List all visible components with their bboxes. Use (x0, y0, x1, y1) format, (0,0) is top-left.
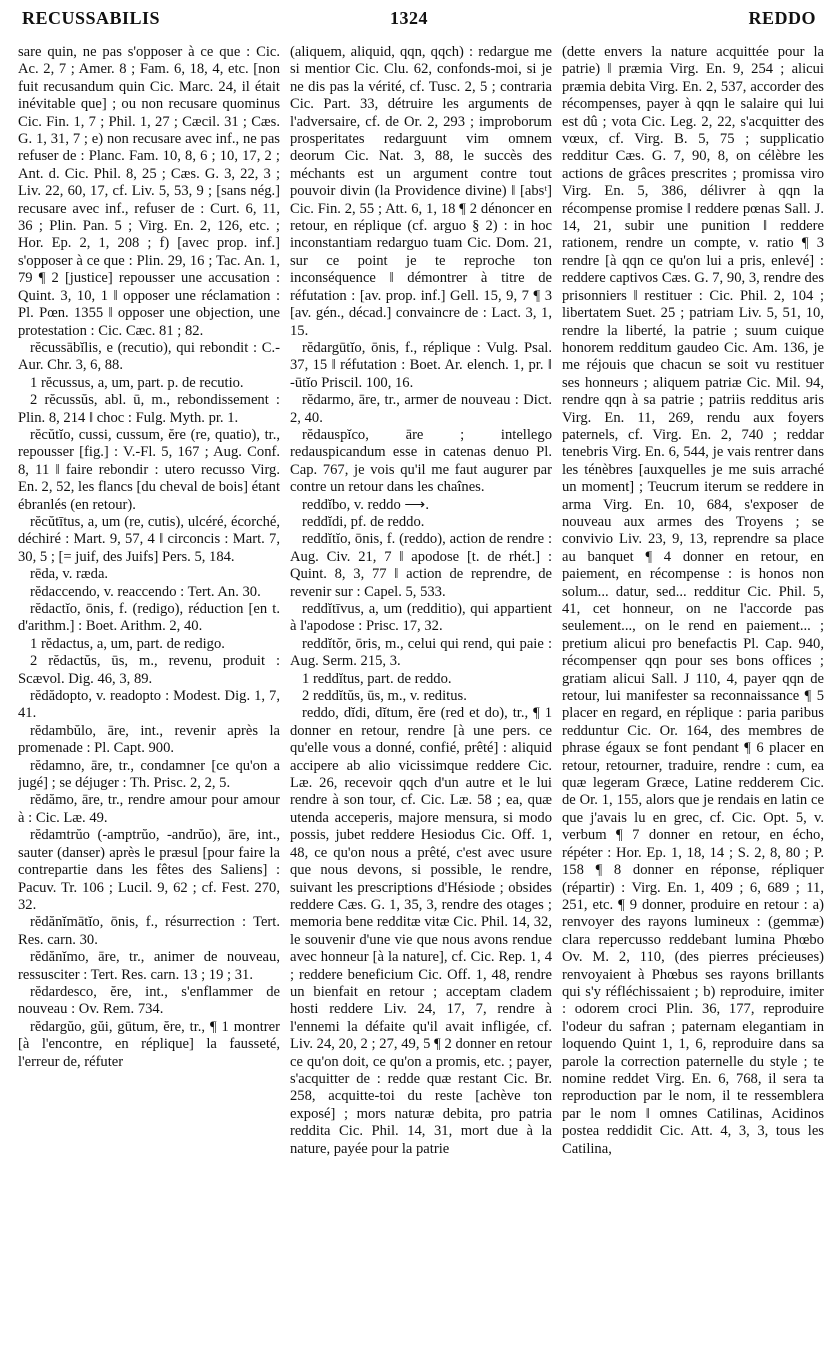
dictionary-entry: rĕcŭtĭo, cussi, cussum, ĕre (re, quatio), tr., repousser [fig.] : V.-Fl. 5, 167 ; Aug. Conf. 8, 11 ‖ faire rebondir : utero recusso Virg. En. 2, 52, les flancs [du cheval de bois] étant ébranlés (en retour). (18, 426, 280, 513)
dictionary-entry: rēda, v. ræda. (30, 566, 109, 583)
dictionary-entry: reddĭbo, v. reddo ⟶. (302, 496, 429, 513)
dictionary-body (18, 44, 824, 1344)
column-right (562, 44, 824, 1344)
dictionary-entry: rĕdănĭmātĭo, ōnis, f., résurrection : Tert. Res. carn. 30. (18, 914, 280, 948)
dictionary-entry: 1 rĕcussus, a, um, part. p. de recutio. (30, 374, 244, 391)
dictionary-entry: rĕcussābĭlis, e (recutio), qui rebondit : C.-Aur. Chr. 3, 6, 88. (18, 339, 280, 374)
dictionary-entry: rĕdănĭmo, āre, tr., animer de nouveau, ressusciter : Tert. Res. carn. 13 ; 19 ; 31. (18, 949, 280, 983)
dictionary-entry: rĕdauspĭco, āre ; intellego redauspicandum esse in catenas denuo Pl. Cap. 767, je vois qu'il me faut augurer par contre un retour dans les chaînes. (290, 426, 552, 496)
dictionary-entry: rĕcŭtītus, a, um (re, cutis), ulcéré, écorché, déchiré : Mart. 9, 57, 4 ‖ circoncis : Mart. 7, 30, 5 ; [= juif, des Juifs] Pers. 5, 184. (18, 513, 280, 565)
dictionary-entry: (aliquem, aliquid, qqn, qqch) : redargue me si mentior Cic. Clu. 62, confonds-moi, si je ne dis pas la vérité, cf. Tusc. 2, 5 ; contraria Cic. Part. 33, détruire les arguments de l'adversaire, cf. de Or. 2, 293 ; improborum prosperitates redarguunt vim omnem deorum Cic. Nat. 3, 88, le succès des méchants est un argument contre tout pouvoir divin (la Providence divine) ‖ [absᵗ] Cic. Fin. 2, 55 ; Att. 6, 1, 18 ¶ 2 dénoncer en retour, en réplique (cf. arguo § 2) : in hoc inconstantiam redarguo tuam Cic. Dom. 21, sur ce point je te reproche ton inconséquence ‖ démontrer à titre de réfutation : [av. prop. inf.] Gell. 15, 9, 7 ¶ 3 [av. gén., décad.] convaincre de : Lact. 3, 1, 15. (290, 44, 552, 339)
dictionary-entry: reddĭdi, pf. de reddo. (302, 513, 425, 530)
dictionary-entry: (dette envers la nature acquittée pour la patrie) ‖ præmia Virg. En. 9, 254 ; alicui præmia debita Virg. En. 2, 537, accorder des récompenses, payer à qqn le salaire qui lui est dû ; vota Cic. Leg. 2, 22, s'acquitter des vœux, cf. Virg. B. 5, 75 ; supplicatio redditur Cæs. G. 7, 90, 8, on célèbre les actions de grâces prescrites ; promissa viro Virg. En. 5, 386, délivrer à qqn la récompense promise ‖ reddere pœnas Sall. J. 14, 21, subir une punition ‖ reddere rationem, rendre un compte, v. ratio ¶ 3 rendre [à qqn ce qu'on lui a pris, enlevé] : reddere captivos Cæs. G. 7, 90, 3, rendre des prisonniers ‖ restituer : Cic. Phil. 2, 104 ; libertatem Suet. 25 ; patriam Liv. 5, 51, 10, rendre la liberté, la patrie ; suum cuique honorem redditum gaudeo Cic. Am. 136, je me réjouis que chacun se soit vu restituer ses honneurs ; aliquem patriæ Cic. Mil. 94, rendre qqn à sa patrie ; patriis redditus aris Virg. En. 11, 269, rendu aux foyers paternels, cf. Virg. En. 2, 740 ; reddar tenebris Virg. En. 6, 544, je vais rentrer dans les ténèbres [auxquelles je me suis arraché un moment] ; Teucrum iterum se reddere in arma Virg. En. 10, 684, s'exposer de nouveau aux armes des Troyens ; se convivio Liv. 23, 9, 13, reprendre sa place au banquet ¶ 4 donner en retour, en paiement, en récompense : is honos non solum... datur, sed... redditur Cic. Phil. 5, 41, cet honneur, on ne l'accorde pas seulement..., on le rend en paiement... ; pretium alicui pro benefactis Pl. Cap. 940, récompenser qqn pour ses bons offices ; gratiam alicui Sall. J 110, 4, payer qqn de retour, lui manifester sa reconnaissance ¶ 5 placer en regard, en réplique : paria paribus redduntur Cic. Or. 164, des membres de phrase égaux se font pendant ¶ 6 placer en retour, retourner, traduire, rendre : cum, ea quæ legeram Græce, Latine redderem Cic. de Or. 1, 155, alors que je rendais en latin ce que j'avais lu en grec, cf. Cic. Opt. 5, v. verbum ¶ 7 donner en retour, en écho, répéter : Hor. Ep. 1, 18, 14 ; S. 2, 8, 80 ; P. 158 ¶ 8 donner en réponse, répliquer (répartir) : Virg. En. 1, 409 ; 6, 689 ; 11, 251, etc. ¶ 9 donner, produire en retour : a) renvoyer des rayons lumineux : (gemmæ) clara repercusso reddebant lumina Phœbo Ov. M. 2, 110, (des pierres précieuses) renvoyaient à Phœbus ses rayons brillants qui s'y réfléchissaient ; b) reproduire, imiter : odorem croci Plin. 36, 177, reproduire l'odeur du safran ; paternam elegantiam in loquendo Quint 1, 1, 6, reproduire dans sa parole la correction paternelle du style ; te nomine reddet Virg. En. 6, 768, il sera ta reproduction par le nom, il te ressemblera par le nom ‖ omnes Catilinas, Acidinos postea reddidit Cic. Att. 4, 3, 3, tous les Catilina, (562, 44, 824, 1157)
dictionary-entry: 2 rĕdactŭs, ūs, m., revenu, produit : Scævol. Dig. 46, 3, 89. (18, 653, 280, 687)
dictionary-entry: rĕdarmo, āre, tr., armer de nouveau : Dict. 2, 40. (290, 392, 552, 426)
dictionary-entry: rĕdămo, āre, tr., rendre amour pour amour à : Cic. Læ. 49. (18, 792, 280, 826)
dictionary-entry: rĕdădopto, v. readopto : Modest. Dig. 1, 7, 41. (18, 688, 280, 722)
dictionary-entry: rĕdactĭo, ōnis, f. (redigo), réduction [en t. d'arithm.] : Boet. Arithm. 2, 40. (18, 601, 280, 635)
dictionary-entry: rĕdardesco, ĕre, int., s'enflammer de nouveau : Ov. Rem. 734. (18, 983, 280, 1018)
dictionary-entry: rĕdamtrŭo (-amptrŭo, -andrŭo), āre, int., sauter (danser) après le præsul [pour faire la contrepartie dans les fêtes des Saliens] : Pacuv. Tr. 106 ; Lucil. 9, 62 ; cf. Fest. 270, 32. (18, 827, 280, 913)
dictionary-entry: reddĭtŏr, ōris, m., celui qui rend, qui paie : Aug. Serm. 215, 3. (290, 635, 552, 670)
column-left (18, 44, 280, 1344)
header-left-headword: RECUSSABILIS (22, 8, 161, 28)
dictionary-entry: 2 reddĭtŭs, ūs, m., v. reditus. (302, 688, 467, 705)
page-header (20, 8, 820, 34)
dictionary-entry: rĕdaccendo, v. reaccendo : Tert. An. 30. (30, 583, 261, 600)
dictionary-entry: rĕdamno, āre, tr., condamner [ce qu'on a jugé] ; se déjuger : Th. Prisc. 2, 2, 5. (18, 757, 280, 792)
dictionary-entry: rĕdambŭlo, āre, int., revenir après la promenade : Pl. Capt. 900. (18, 722, 280, 757)
dictionary-entry: sare quin, ne pas s'opposer à ce que : Cic. Ac. 2, 7 ; Amer. 8 ; Fam. 6, 18, 4, etc. [non fuit recusandum quin Cic. Marc. 24, il était inévitable que] ; ou non recusare quominus Cic. Fin. 1, 7 ; Phil. 1, 27 ; Cæcil. 31 ; Cæs. G. 1, 31, 7 ; e) non recusare avec inf., ne pas refuser de : Planc. Fam. 10, 8, 6 ; 10, 17, 2 ; Ant. d. Cic. Phil. 8, 25 ; Cæs. G. 3, 22, 3 ; Liv. 22, 60, 17, cf. Liv. 5, 53, 9 ; [sans nég.] recusare avec inf., refuser de : Curt. 6, 11, 36 ; Plin. Pan. 5 ; Virg. En. 2, 126, etc. ; Hor. Ep. 2, 1, 208 ; f) [avec prop. inf.] s'opposer à ce que : Plin. 29, 16 ; Tac. An. 1, 79 ¶ 2 [justice] repousser une accusation : Quint. 3, 10, 1 ‖ opposer une réclamation : Pl. Pœn. 1355 ‖ opposer une objection, une protestation : Cic. Cæc. 81 ; 82. (18, 44, 280, 339)
dictionary-entry: rĕdargŭo, gŭi, gūtum, ĕre, tr., ¶ 1 montrer [à l'encontre, en réplique] la fausseté, l'erreur de, réfuter (18, 1018, 280, 1070)
dictionary-entry: 1 reddĭtus, part. de reddo. (302, 670, 452, 687)
page-number: 1324 (390, 8, 428, 28)
dictionary-entry: reddo, dĭdi, dĭtum, ĕre (red et do), tr., ¶ 1 donner en retour, rendre [à une pers. ce qu'elle vous a donné, confié, prêté] : aliquid accipere ab alio vicissimque reddere Cic. Læ. 26, recevoir qqch d'un autre et le lui rendre à son tour, cf. Cic. Læ. 58 ; ea, quæ utenda acceperis, majore mensura, si modo possis, jubet reddere Hesiodus Cic. Off. 1, 48, ce qu'on nous a prêté, c'est avec usure que nous devons, si possible, le rendre, suivant les prescriptions d'Hésiode ; obsides reddere Cæs. G. 1, 35, 3, rendre des otages ; memoria bene redditæ vitæ Cic. Phil. 14, 32, le souvenir d'une vie que nous avons rendue avec honneur [à la nature], cf. Cic. Rep. 1, 4 ; reddere beneficium Cic. Off. 1, 48, rendre un bienfait en retour ; acceptam cladem hosti reddere Liv. 24, 17, 7, rendre à l'ennemi la défaite qu'il avait infligée, cf. Liv. 24, 20, 2 ; 27, 49, 5 ¶ 2 donner en retour ce qu'on doit, ce qu'on a promis, etc. ; payer, s'acquitter de : redde quæ restant Cic. Br. 258, acquitte-toi du reste [achève ton exposé] ; mors naturæ debita, pro patria reddita Cic. Phil. 14, 31, mort due à la nature, payée pour la patrie (290, 705, 552, 1157)
header-right-headword: REDDO (748, 8, 816, 28)
dictionary-entry: reddĭtīvus, a, um (redditio), qui appartient à l'apodose : Prisc. 17, 32. (290, 601, 552, 635)
column-middle (290, 44, 552, 1344)
dictionary-entry: rĕdargūtĭo, ōnis, f., réplique : Vulg. Psal. 37, 15 ‖ réfutation : Boet. Ar. elench. 1, pr. ‖ -ūtĭo Priscil. 100, 16. (290, 339, 552, 391)
dictionary-entry: reddĭtĭo, ōnis, f. (reddo), action de rendre : Aug. Civ. 21, 7 ‖ apodose [t. de rhét.] : Quint. 8, 3, 77 ‖ action de reprendre, de revenir sur : Capel. 5, 533. (290, 531, 552, 600)
dictionary-entry: 2 rĕcussŭs, abl. ū, m., rebondissement : Plin. 8, 214 ‖ choc : Fulg. Myth. pr. 1. (18, 392, 280, 426)
dictionary-entry: 1 rĕdactus, a, um, part. de redigo. (30, 635, 225, 652)
